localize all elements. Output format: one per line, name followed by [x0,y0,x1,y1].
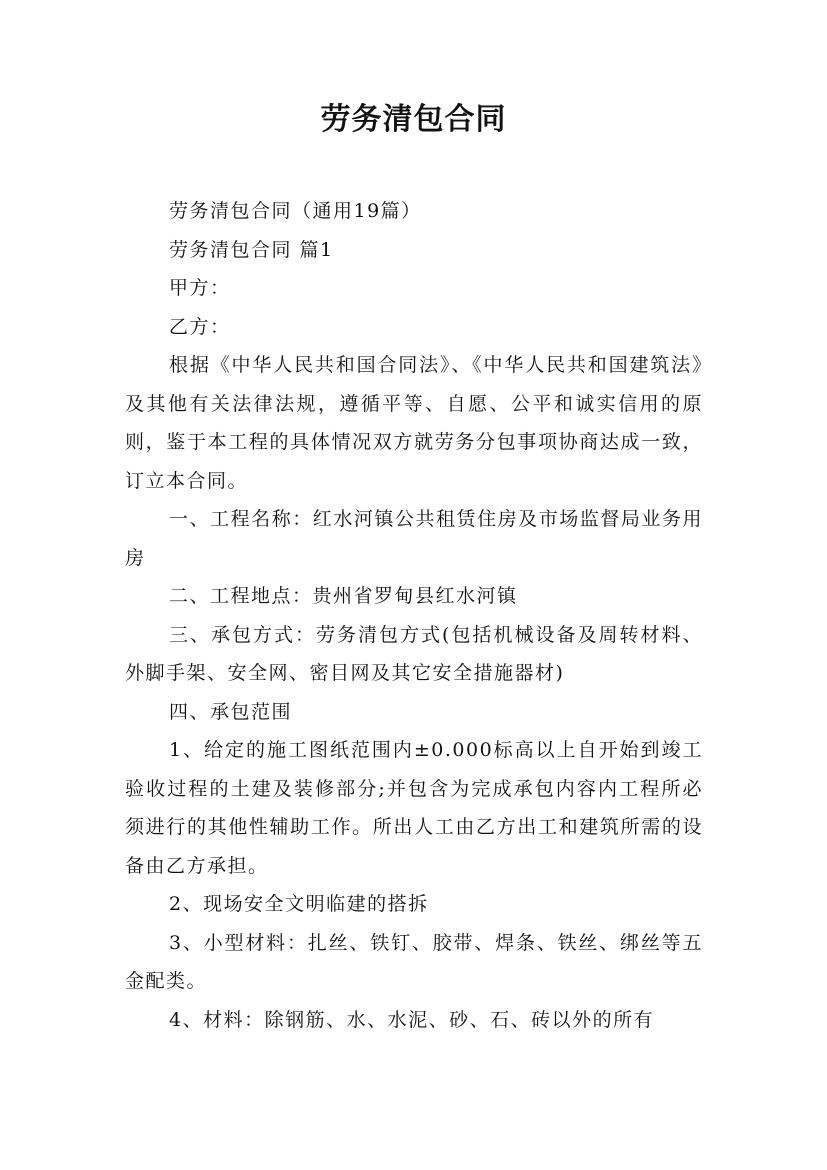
paragraph: 三、承包方式：劳务清包方式(包括机械设备及周转材料、外脚手架、安全网、密目网及其它安全措施器材) [125,623,703,684]
paragraph: 2、现场安全文明临建的搭拆 [169,893,429,915]
document-body [125,192,703,1039]
paragraph: 劳务清包合同 篇1 [169,238,334,261]
paragraph: 甲方： [169,277,231,299]
paragraph: 3、小型材料：扎丝、铁钉、胶带、焊条、铁丝、绑丝等五金配类。 [125,931,703,992]
paragraph: 一、工程名称：红水河镇公共租赁住房及市场监督局业务用房 [125,508,703,569]
paragraph: 1、给定的施工图纸范围内±0.000标高以上自开始到竣工验收过程的土建及装修部分;并包含为完成承包内容内工程所必须进行的其他性辅助工作。所出人工由乙方出工和建筑所需的设备由乙方承担。 [125,739,703,877]
paragraph: 乙方： [169,315,231,338]
paragraph: 根据《中华人民共和国合同法》、《中华人民共和国建筑法》及其他有关法律法规，遵循平等、自愿、公平和诚实信用的原则，鉴于本工程的具体情况双方就劳务分包事项协商达成一致，订立本合同。 [125,354,703,492]
document-title: 劳务清包合同 [320,102,507,137]
paragraph: 劳务清包合同（通用19篇） [169,200,422,222]
paragraph: 四、承包范围 [169,700,293,723]
paragraph: 4、材料：除钢筋、水、水泥、砂、石、砖以外的所有 [169,1008,655,1031]
paragraph: 二、工程地点：贵州省罗甸县红水河镇 [169,585,518,607]
